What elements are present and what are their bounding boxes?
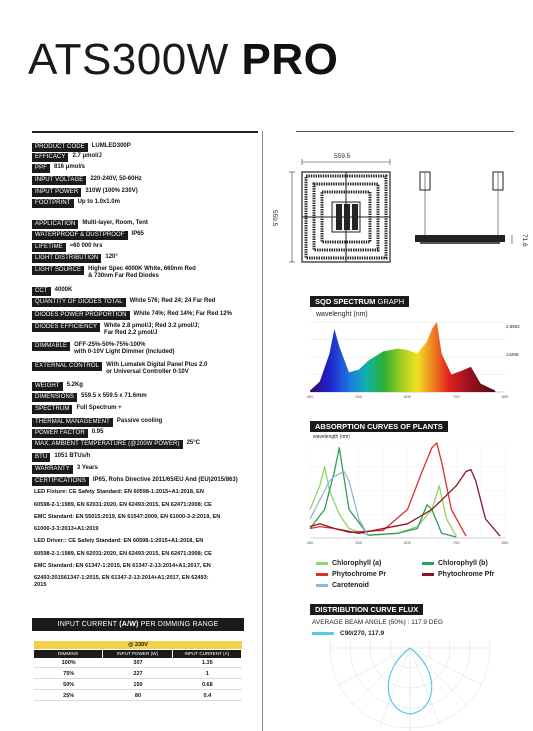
spectrum-chart xyxy=(305,320,510,400)
input-current-header xyxy=(34,650,242,658)
spec-label: DIODES EFFICIENCY xyxy=(32,323,100,332)
table-cell: 307 xyxy=(133,660,143,666)
spec-row xyxy=(32,231,144,240)
spec-row xyxy=(32,453,90,462)
spec-value: 816 μmol/s xyxy=(53,164,86,170)
absorption-title: ABSORPTION CURVES OF PLANTS xyxy=(310,421,448,432)
spec-row xyxy=(32,393,147,402)
legend-chlorophyll-a: Chlorophyll (a) xyxy=(316,560,381,567)
legend-swatch xyxy=(422,562,434,565)
spec-label: PPF xyxy=(32,164,50,173)
absorption-ticks xyxy=(307,540,509,545)
spectrum-ylabel: wavelenght (nm) xyxy=(316,311,368,318)
spectrum-annot-top: 2,8602 xyxy=(506,324,520,329)
spec-label: PRODUCT CODE xyxy=(32,143,88,152)
table-cell: 1.35 xyxy=(201,660,213,666)
spec-label: MAX. AMBIENT TEMPERATURE (@200W POWER) xyxy=(32,440,183,449)
edition-name: PRO xyxy=(241,35,339,84)
flux-title: DISTRIBUTION CURVE FLUX xyxy=(310,604,423,615)
spec-row xyxy=(32,243,102,252)
spec-label: BTU xyxy=(32,453,50,462)
spec-value: 559.5 x 559.5 x 71.6mm xyxy=(81,393,147,399)
cert-line: EMC Standard: EN 55015:2019, EN 61547:2009, EN 61000-3-2:2019, EN xyxy=(34,514,221,520)
tick-label: 600 xyxy=(404,394,411,399)
absorption-ylabel: wavelength (nm) xyxy=(313,434,350,440)
spec-value: 25°C xyxy=(186,440,200,446)
spec-value: With Lumatek Digital Panel Plus 2.0 or Universal Controller 0-10V xyxy=(106,362,208,375)
flux-series-swatch xyxy=(312,632,334,635)
tick-label: 600 xyxy=(404,540,411,545)
spec-row xyxy=(32,287,72,296)
spec-label: DIMENSIONS xyxy=(32,393,77,402)
product-title xyxy=(28,35,339,84)
header-input-power: INPUT POWER (W) xyxy=(103,650,171,658)
spec-row xyxy=(32,153,102,162)
spec-label: DIMMABLE xyxy=(32,342,70,351)
spec-label: WEIGHT xyxy=(32,382,63,391)
header-dimming: DIMMING xyxy=(34,650,102,658)
table-cell: 0.68 xyxy=(201,682,213,688)
dim-width-side: 559.5 xyxy=(271,210,278,227)
legend-swatch xyxy=(316,562,328,565)
spec-value: OFF-25%-50%-75%-100% with 0-10V Light Dimmer (Included) xyxy=(74,342,175,355)
tick-label: 700 xyxy=(452,394,460,399)
legend-chlorophyll-b: Chlorophyll (b) xyxy=(422,560,488,567)
table-cell: 75% xyxy=(63,671,75,677)
input-current-title: INPUT CURRENT (A/W) PER DIMMING RANGE xyxy=(32,618,244,631)
table-row xyxy=(34,670,242,679)
dim-height-side: 71.6 xyxy=(521,234,528,247)
legend-phytochrome-pfr: Phytochrome Pfr xyxy=(422,571,494,578)
spec-value: LUMLED300P xyxy=(91,143,131,149)
spec-top-rule xyxy=(32,131,258,133)
spec-row xyxy=(32,220,148,229)
spec-row xyxy=(32,405,122,414)
legend-phytochrome-pr: Phytochrome Pr xyxy=(316,571,386,578)
spec-label: POWER FACTOR xyxy=(32,429,88,438)
spec-label: EXTERNAL CONTROL xyxy=(32,362,102,371)
spec-label: FOOTPRINT xyxy=(32,199,74,208)
spec-label: THERMAL MANAGEMENT xyxy=(32,418,113,427)
spec-label: SPECTRUM xyxy=(32,405,72,414)
spec-value: White 576; Red 24; 24 Far Red xyxy=(129,298,216,304)
spec-value: Higher Spec 4000K White, 660nm Red & 730nm Far Red Diodes xyxy=(88,266,196,279)
spec-label: WARRANTY xyxy=(32,465,73,474)
legend-swatch xyxy=(316,584,328,587)
absorption-lines xyxy=(310,443,500,537)
cert-line: EMC Standard: EN 61347-1:2015, EN 61347-2-13:2014+A1:2017, EN xyxy=(34,563,211,569)
spec-value: 220-240V, 50-60Hz xyxy=(90,176,142,182)
tick-label: 700 xyxy=(452,540,460,545)
spec-value: 120° xyxy=(105,254,118,260)
spec-value: 0.95 xyxy=(91,429,104,435)
column-divider xyxy=(262,131,263,731)
legend-swatch xyxy=(316,573,328,576)
spec-row xyxy=(32,429,103,438)
spec-row xyxy=(32,176,142,185)
tick-label: 400 xyxy=(306,540,314,545)
spec-value: White 74%; Red 14%; Far Red 12% xyxy=(133,311,232,317)
spec-value: Full Spectrum + xyxy=(76,405,122,411)
spec-label: LIGHT DISTRIBUTION xyxy=(32,254,101,263)
cert-line: 61000-3-3:2013+A1:2019 xyxy=(34,526,99,532)
spec-row xyxy=(32,382,83,391)
spec-label: LIFETIME xyxy=(32,243,66,252)
spec-label: EFFICACY xyxy=(32,153,68,162)
input-current-voltage: @ 230V xyxy=(34,641,242,649)
cert-line: LED Fixture: CE Safety Standard: EN 60598-1:2015+A1:2018, EN xyxy=(34,489,204,495)
table-cell: 80 xyxy=(134,693,142,699)
tick-label: 500 xyxy=(355,540,363,545)
absorption-chart xyxy=(305,440,510,550)
spec-value: 1051 BTUs/h xyxy=(54,453,91,459)
table-row xyxy=(34,681,242,690)
table-cell: 227 xyxy=(133,671,143,677)
spec-row xyxy=(32,477,238,486)
spec-row xyxy=(32,342,174,356)
spec-label: QUANTITY OF DIODES TOTAL xyxy=(32,298,126,307)
spec-row xyxy=(32,323,199,337)
spec-value: 2.7 μmol/J xyxy=(72,153,102,159)
legend-swatch xyxy=(422,573,434,576)
series-line xyxy=(310,470,500,536)
spec-row xyxy=(32,311,232,320)
spec-value: 3 Years xyxy=(76,465,98,471)
spec-label: INPUT POWER xyxy=(32,188,81,197)
spec-row xyxy=(32,254,118,263)
spec-value: IP65, Rohs Directive 2011/65/EU And (EU)2015/863) xyxy=(92,477,238,483)
table-cell: 0.4 xyxy=(203,693,212,699)
legend-carotenoid: Carotenoid xyxy=(316,582,369,589)
table-cell: 1 xyxy=(205,671,209,677)
spec-value: ≈60 000 hrs xyxy=(69,243,103,249)
spec-label: INPUT VOLTAGE xyxy=(32,176,86,185)
right-top-rule xyxy=(296,131,514,132)
spec-row xyxy=(32,188,138,197)
spectrum-annot-mid: 14206 xyxy=(506,352,519,357)
spectrum-ticks xyxy=(307,394,509,399)
cert-line: 60598-2-1:1989, EN 62031:2020, EN 62493:2015, EN 62471:2008; CE xyxy=(34,551,212,557)
cert-line: 60598-2-1:1989, EN 62031:2020, EN 62493:2015, EN 62471:2008; CE xyxy=(34,502,212,508)
series-line xyxy=(310,443,466,536)
spec-row xyxy=(32,465,98,474)
spec-row xyxy=(32,440,200,449)
table-cell: 50% xyxy=(63,682,75,688)
spec-label: WATERPROOF & DUSTPROOF xyxy=(32,231,128,240)
table-row xyxy=(34,659,242,668)
spec-row xyxy=(32,164,85,173)
spec-row xyxy=(32,298,215,307)
spectrum-title: SQD SPECTRUM GRAPH xyxy=(310,296,409,307)
table-cell: 25% xyxy=(63,693,75,699)
spec-value: 5.2Kg xyxy=(66,382,83,388)
dimension-drawing xyxy=(280,150,520,280)
spec-label: CERTIFICATIONS xyxy=(32,477,89,486)
tick-label: 800 xyxy=(501,540,509,545)
spec-value: Passive cooling xyxy=(116,418,163,424)
flux-polar-chart xyxy=(310,640,510,731)
spec-value: 310W (100% 230V) xyxy=(85,188,138,194)
table-cell: 150 xyxy=(133,682,143,688)
table-cell: 100% xyxy=(61,660,76,666)
cert-line: 2015 xyxy=(34,582,47,588)
spec-row xyxy=(32,418,162,427)
spec-value: White 2.8 μmol/J; Red 3.2 μmol/J; Far Red 2.2 μmol/J xyxy=(104,323,200,336)
flux-beam-angle: AVERAGE BEAM ANGLE (50%) : 117.9 DEG xyxy=(312,619,443,626)
flux-series xyxy=(312,630,384,637)
dim-width-top: 559.5 xyxy=(334,153,351,160)
spec-value: 4000K xyxy=(54,287,73,293)
spec-value: Up to 1.0x1.0m xyxy=(77,199,120,205)
table-row xyxy=(34,692,242,701)
spec-row xyxy=(32,266,196,280)
spec-label: LIGHT SOURCE xyxy=(32,266,84,275)
spec-row xyxy=(32,143,131,152)
spec-value: IP65 xyxy=(131,231,144,237)
cert-line: LED Driver:: CE Safety Standard: EN 60598-1:2015+A1:2018, EN xyxy=(34,538,204,544)
header-input-current: INPUT CURRENT (A) xyxy=(173,650,241,658)
cert-line: 62493:201561347-1:2015, EN 61347-2-13:2014+A1:2017, EN 62493: xyxy=(34,575,209,581)
spec-row xyxy=(32,199,120,208)
spec-label: CCT xyxy=(32,287,51,296)
model-name: ATS300W xyxy=(28,35,229,84)
spec-label: DIODES POWER PROPORTION xyxy=(32,311,130,320)
spec-row xyxy=(32,362,207,376)
tick-label: 400 xyxy=(306,394,314,399)
tick-label: 800 xyxy=(501,394,509,399)
tick-label: 500 xyxy=(355,394,363,399)
spec-label: APPLICATION xyxy=(32,220,78,229)
spec-value: Multi-layer, Room, Tent xyxy=(82,220,148,226)
flux-series-label: C90/270, 117.9 xyxy=(340,630,385,637)
